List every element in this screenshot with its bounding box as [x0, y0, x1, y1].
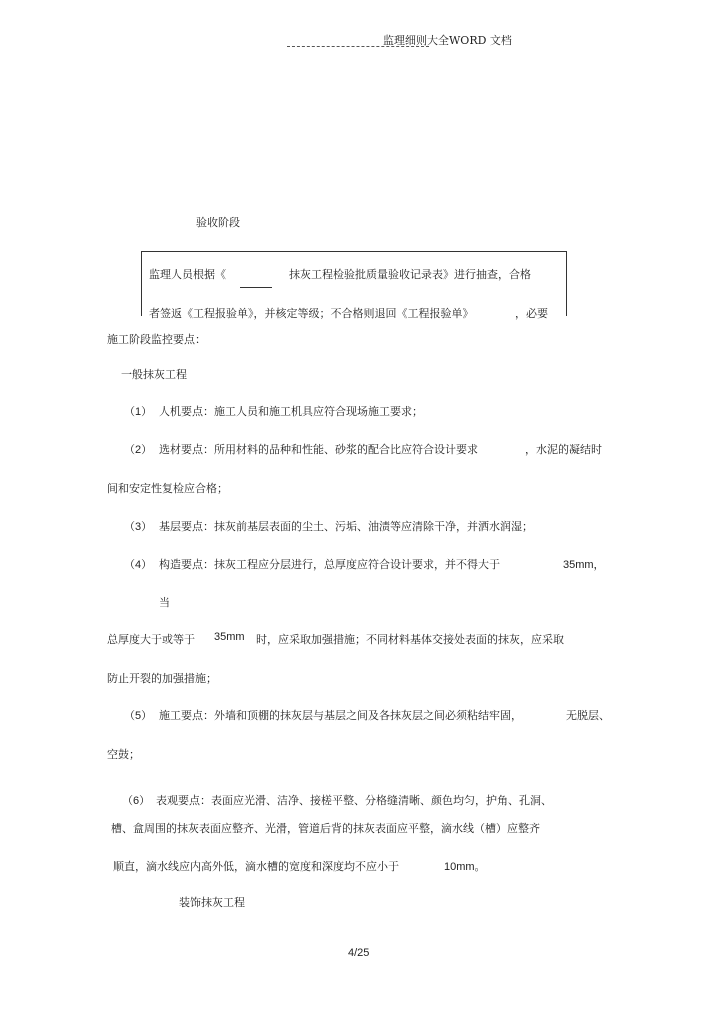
- item-6-number: （6）: [122, 795, 151, 807]
- item-4-value: 35mm，: [563, 559, 605, 571]
- item-3-text: 基层要点：抹灰前基层表面的尘土、污垢、油渍等应清除干净，并洒水润湿；: [159, 520, 533, 533]
- item-2-text: 选材要点：所用材料的品种和性能、砂浆的配合比应符合设计要求: [159, 443, 478, 456]
- item-2-number: （2）: [124, 444, 153, 456]
- item-5-continuation: 空鼓；: [107, 748, 140, 761]
- item-1-text: 人机要点：施工人员和施工机具应符合现场施工要求；: [159, 405, 423, 418]
- item-4-continuation-1: 当: [159, 596, 170, 609]
- item-4-text: 构造要点：抹灰工程应分层进行，总厚度应符合设计要求，并不得大于: [159, 558, 500, 571]
- item-6-value: 10mm。: [444, 861, 486, 873]
- item-4-continuation-2-start: 总厚度大于或等于: [107, 633, 195, 646]
- box-line1-start: 监理人员根据《: [149, 268, 226, 281]
- item-4-continuation-2-value: 35mm: [214, 631, 245, 643]
- item-4-number: （4）: [124, 559, 153, 571]
- document-header-title: 监理细则大全WORD 文档: [383, 34, 512, 47]
- general-plaster-title: 一般抹灰工程: [121, 368, 187, 381]
- item-2-tail: ，水泥的凝结时: [525, 443, 602, 456]
- item-6-continuation-1: 槽、盒周围的抹灰表面应整齐、光滑，管道后背的抹灰表面应平整，滴水线（槽）应整齐: [111, 822, 540, 835]
- box-line1-end: 抹灰工程检验批质量验收记录表》进行抽查，合格: [289, 268, 531, 281]
- header-divider: [287, 46, 429, 47]
- item-3-number: （3）: [124, 521, 153, 533]
- box-line2-end: ，必要: [515, 307, 548, 320]
- blank-underline: [240, 287, 272, 288]
- item-2-continuation: 间和安定性复检应合格；: [107, 482, 228, 495]
- construction-stage-title: 施工阶段监控要点：: [107, 333, 206, 346]
- item-4-continuation-2-end: 时，应采取加强措施；不同材料基体交接处表面的抹灰，应采取: [256, 633, 564, 646]
- page-number: 4/25: [348, 947, 370, 959]
- box-line2-start: 者签返《工程报验单》，并核定等级；不合格则退回《工程报验单》: [149, 307, 474, 320]
- item-5-tail: 无脱层、: [566, 709, 610, 722]
- item-5-text: 施工要点：外墙和顶棚的抹灰层与基层之间及各抹灰层之间必须粘结牢固，: [159, 709, 522, 722]
- section-title-acceptance: 验收阶段: [196, 216, 240, 229]
- item-4-continuation-3: 防止开裂的加强措施；: [107, 672, 217, 685]
- item-6-continuation-2: 顺直，滴水线应内高外低，滴水槽的宽度和深度均不应小于: [113, 860, 399, 873]
- item-1-number: （1）: [124, 406, 153, 418]
- item-5-number: （5）: [124, 710, 153, 722]
- item-6-text: 表观要点：表面应光滑、洁净、接槎平整、分格缝清晰、颜色均匀，护角、孔洞、: [156, 794, 552, 807]
- decorative-plaster-title: 装饰抹灰工程: [179, 896, 245, 909]
